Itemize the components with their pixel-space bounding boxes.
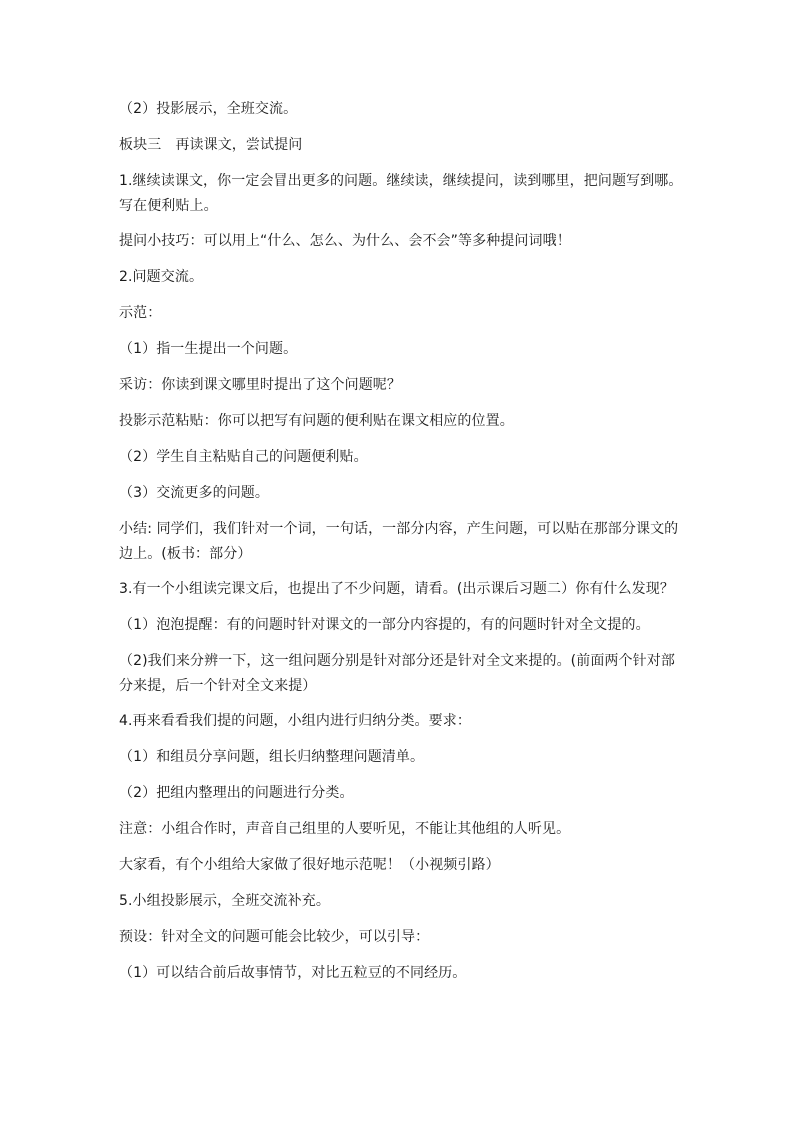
paragraph-8: 采访：你读到课文哪里时提出了这个问题呢？ <box>119 377 401 393</box>
paragraph-15: （2)我们来分辨一下，这一组问题分别是针对部分还是针对全文来提的。(前面两个针对部分来提，后一个针对全文来提） <box>119 653 675 694</box>
paragraph-10: （2）学生自主粘贴自己的问题便利贴。 <box>119 449 368 465</box>
paragraph-9: 投影示范粘贴：你可以把写有问题的便利贴在课文相应的位置。 <box>119 413 514 429</box>
paragraph-22: 预设：针对全文的问题可能会比较少，可以引导： <box>119 929 430 945</box>
paragraph-12: 小结: 同学们，我们针对一个词，一句话，一部分内容，产生问题，可以贴在那部分课文的边上。(板书：部分） <box>119 521 679 562</box>
paragraph-11: （3）交流更多的问题。 <box>119 485 270 501</box>
paragraph-7: （1）指一生提出一个问题。 <box>119 341 298 357</box>
paragraph-6: 示范： <box>119 305 162 321</box>
paragraph-19: 注意：小组合作时，声音自己组里的人要听见，不能让其他组的人听见。 <box>119 821 571 837</box>
document-body <box>119 97 685 997</box>
paragraph-21: 5.小组投影展示，全班交流补充。 <box>119 893 330 909</box>
section-heading: 板块三 再读课文，尝试提问 <box>119 137 303 153</box>
paragraph-3: 1.继续读课文，你一定会冒出更多的问题。继续读，继续提问，读到哪里，把问题写到哪。写在便利贴上。 <box>119 173 683 214</box>
paragraph-17: （1）和组员分享问题，组长归纳整理问题清单。 <box>119 749 425 765</box>
paragraph-14: （1）泡泡提醒：有的问题时针对课文的一部分内容提的，有的问题时针对全文提的。 <box>119 617 650 633</box>
paragraph-23: （1）可以结合前后故事情节，对比五粒豆的不同经历。 <box>119 965 467 981</box>
paragraph-4: 提问小技巧：可以用上“什么、怎么、为什么、会不会”等多种提问词哦！ <box>119 233 571 249</box>
paragraph-16: 4.再来看看我们提的问题，小组内进行归纳分类。要求： <box>119 713 471 729</box>
paragraph-5: 2.问题交流。 <box>119 269 204 285</box>
paragraph-13: 3.有一个小组读完课文后，也提出了不少问题，请看。(出示课后习题二）你有什么发现？ <box>119 581 674 597</box>
paragraph-20: 大家看，有个小组给大家做了很好地示范呢！（小视频引路） <box>119 857 500 873</box>
paragraph-1: （2）投影展示，全班交流。 <box>119 101 298 117</box>
paragraph-18: （2）把组内整理出的问题进行分类。 <box>119 785 354 801</box>
